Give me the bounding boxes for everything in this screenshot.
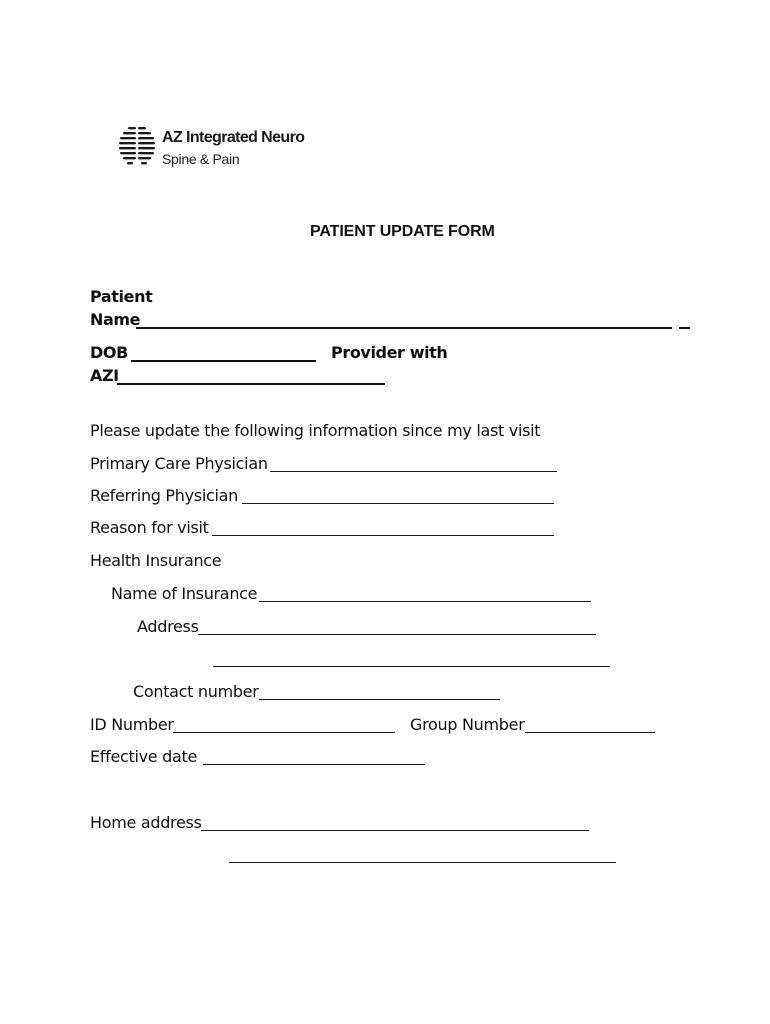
provider-field[interactable] <box>117 383 385 385</box>
home-address-field[interactable] <box>201 830 589 831</box>
group-number-field[interactable] <box>525 732 655 733</box>
home-address-line-2[interactable] <box>229 862 616 863</box>
referring-label: Referring Physician <box>90 486 238 505</box>
form-title: PATIENT UPDATE FORM <box>310 223 495 240</box>
contact-label: Contact number <box>133 682 259 701</box>
group-number-label: Group Number <box>410 715 525 734</box>
health-insurance-label: Health Insurance <box>90 551 222 570</box>
name-label: Name <box>90 310 141 329</box>
insurance-address-line-2[interactable] <box>213 666 610 667</box>
insurance-address-label: Address <box>137 617 199 636</box>
name-field[interactable] <box>136 327 672 329</box>
azi-label: AZI <box>90 366 119 385</box>
name-field-extension[interactable] <box>679 327 690 329</box>
insurance-address-field[interactable] <box>198 634 596 635</box>
primary-care-label: Primary Care Physician <box>90 454 268 473</box>
dob-field[interactable] <box>131 360 316 362</box>
effective-date-field[interactable] <box>203 764 425 765</box>
effective-date-label: Effective date <box>90 747 198 766</box>
brain-stripes-icon <box>119 127 155 167</box>
insurance-name-field[interactable] <box>259 601 591 602</box>
reason-label: Reason for visit <box>90 518 209 537</box>
home-address-label: Home address <box>90 813 202 832</box>
reason-field[interactable] <box>212 535 554 536</box>
patient-label: Patient <box>90 287 153 306</box>
id-number-field[interactable] <box>173 732 395 733</box>
contact-field[interactable] <box>259 699 500 700</box>
insurance-name-label: Name of Insurance <box>111 584 258 603</box>
id-number-label: ID Number <box>90 715 174 734</box>
logo-title: AZ Integrated Neuro <box>162 129 305 146</box>
referring-field[interactable] <box>242 503 554 504</box>
instructions-text: Please update the following information since my last visit <box>90 421 541 440</box>
dob-label: DOB <box>90 343 128 362</box>
primary-care-field[interactable] <box>270 471 557 472</box>
provider-label: Provider with <box>331 343 448 362</box>
logo-subtitle: Spine & Pain <box>162 151 240 167</box>
